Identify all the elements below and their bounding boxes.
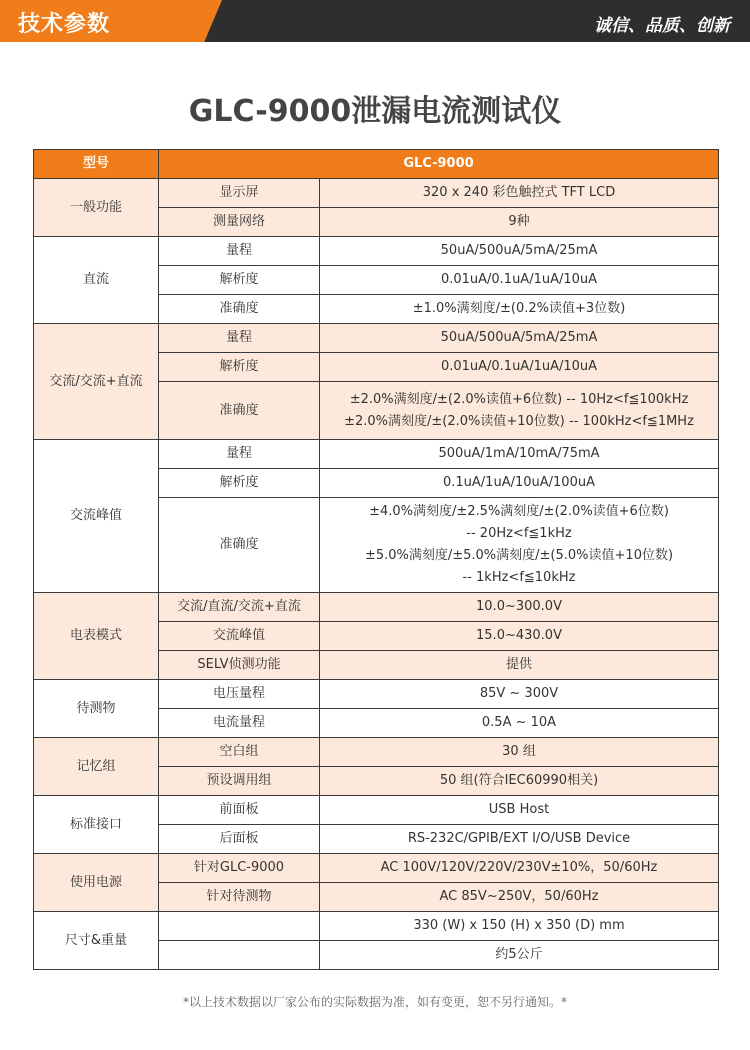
- group-ac-dc: 交流/交流+直流: [34, 324, 159, 440]
- section-title: 技术参数: [18, 12, 111, 37]
- group-size-weight: 尺寸&重量: [34, 912, 159, 970]
- value-line: ±4.0%满刻度/±2.5%满刻度/±(2.0%读值+6位数): [369, 504, 669, 519]
- row-value: 10.0~300.0V: [320, 593, 719, 622]
- row-value: 50uA/500uA/5mA/25mA: [320, 324, 719, 353]
- row-sub: 交流峰值: [159, 622, 320, 651]
- group-interface: 标准接口: [34, 796, 159, 854]
- row-sub: 后面板: [159, 825, 320, 854]
- value-line: ±5.0%满刻度/±5.0%满刻度/±(5.0%读值+10位数): [364, 548, 674, 563]
- row-sub: 电流量程: [159, 709, 320, 738]
- row-value: AC 85V~250V，50/60Hz: [320, 883, 719, 912]
- header-bar: [0, 0, 750, 42]
- value-line: ±2.0%满刻度/±(2.0%读值+6位数) -- 10Hz<f≦100kHz: [349, 391, 689, 407]
- group-power: 使用电源: [34, 854, 159, 912]
- group-general: 一般功能: [34, 179, 159, 237]
- row-value: USB Host: [320, 796, 719, 825]
- row-value: 50 组(符合IEC60990相关): [320, 767, 719, 796]
- row-value: 提供: [320, 651, 719, 680]
- table-row: [34, 796, 719, 825]
- row-sub: 针对待测物: [159, 883, 320, 912]
- row-value: AC 100V/120V/220V/230V±10%，50/60Hz: [320, 854, 719, 883]
- table-row: [34, 179, 719, 208]
- table-header-row: [34, 150, 719, 179]
- row-value: 85V ~ 300V: [320, 680, 719, 709]
- spec-table: [33, 149, 719, 970]
- row-sub: 准确度: [159, 295, 320, 324]
- row-sub: 预设调用组: [159, 767, 320, 796]
- row-sub: 量程: [159, 440, 320, 469]
- group-dc: 直流: [34, 237, 159, 324]
- table-row: [34, 440, 719, 469]
- row-value: 500uA/1mA/10mA/75mA: [320, 440, 719, 469]
- row-value: RS-232C/GPIB/EXT I/O/USB Device: [320, 825, 719, 854]
- row-value: 50uA/500uA/5mA/25mA: [320, 237, 719, 266]
- group-meter-mode: 电表模式: [34, 593, 159, 680]
- group-ac-peak: 交流峰值: [34, 440, 159, 593]
- row-sub: 电压量程: [159, 680, 320, 709]
- value-line: -- 20Hz<f≦1kHz: [466, 526, 572, 541]
- row-sub: 量程: [159, 237, 320, 266]
- row-value: 0.01uA/0.1uA/1uA/10uA: [320, 353, 719, 382]
- table-row: [34, 854, 719, 883]
- row-sub: [159, 941, 320, 970]
- row-value: 0.01uA/0.1uA/1uA/10uA: [320, 266, 719, 295]
- row-value: 0.5A ~ 10A: [320, 709, 719, 738]
- row-value: 30 组: [320, 738, 719, 767]
- row-value: 约5公斤: [320, 941, 719, 970]
- row-sub: 解析度: [159, 469, 320, 498]
- footnote: *以上技术数据以厂家公布的实际数据为准，如有变更，恕不另行通知。*: [182, 995, 567, 1009]
- row-value: 0.1uA/1uA/10uA/100uA: [320, 469, 719, 498]
- table-row: [34, 324, 719, 353]
- value-line: -- 1kHz<f≦10kHz: [462, 570, 576, 585]
- row-sub: 显示屏: [159, 179, 320, 208]
- table-row: [34, 593, 719, 622]
- row-sub: 空白组: [159, 738, 320, 767]
- row-sub: 准确度: [159, 498, 320, 593]
- row-sub: 针对GLC-9000: [159, 854, 320, 883]
- slogan: 诚信、品质、创新: [594, 16, 730, 36]
- table-row: [34, 237, 719, 266]
- table-row: [34, 912, 719, 941]
- group-dut: 待测物: [34, 680, 159, 738]
- row-sub: SELV侦测功能: [159, 651, 320, 680]
- value-line: ±2.0%满刻度/±(2.0%读值+10位数) -- 100kHz<f≦1MHz: [344, 413, 694, 429]
- group-memory: 记忆组: [34, 738, 159, 796]
- row-value: 9种: [320, 208, 719, 237]
- row-value: 330 (W) x 150 (H) x 350 (D) mm: [320, 912, 719, 941]
- row-value: 320 x 240 彩色触控式 TFT LCD: [320, 179, 719, 208]
- row-sub: 交流/直流/交流+直流: [159, 593, 320, 622]
- row-sub: 解析度: [159, 353, 320, 382]
- row-sub: [159, 912, 320, 941]
- header-model-value: GLC-9000: [159, 150, 719, 179]
- row-value: ±1.0%满刻度/±(0.2%读值+3位数): [320, 295, 719, 324]
- product-title: GLC-9000泄漏电流测试仪: [188, 94, 562, 129]
- header-model-label: 型号: [34, 150, 159, 179]
- row-sub: 量程: [159, 324, 320, 353]
- row-sub: 解析度: [159, 266, 320, 295]
- row-sub: 测量网络: [159, 208, 320, 237]
- row-value-multiline: [320, 498, 719, 593]
- table-row: [34, 738, 719, 767]
- row-sub: 前面板: [159, 796, 320, 825]
- row-sub: 准确度: [159, 382, 320, 440]
- table-row: [34, 680, 719, 709]
- row-value: 15.0~430.0V: [320, 622, 719, 651]
- row-value-multiline: [320, 382, 719, 440]
